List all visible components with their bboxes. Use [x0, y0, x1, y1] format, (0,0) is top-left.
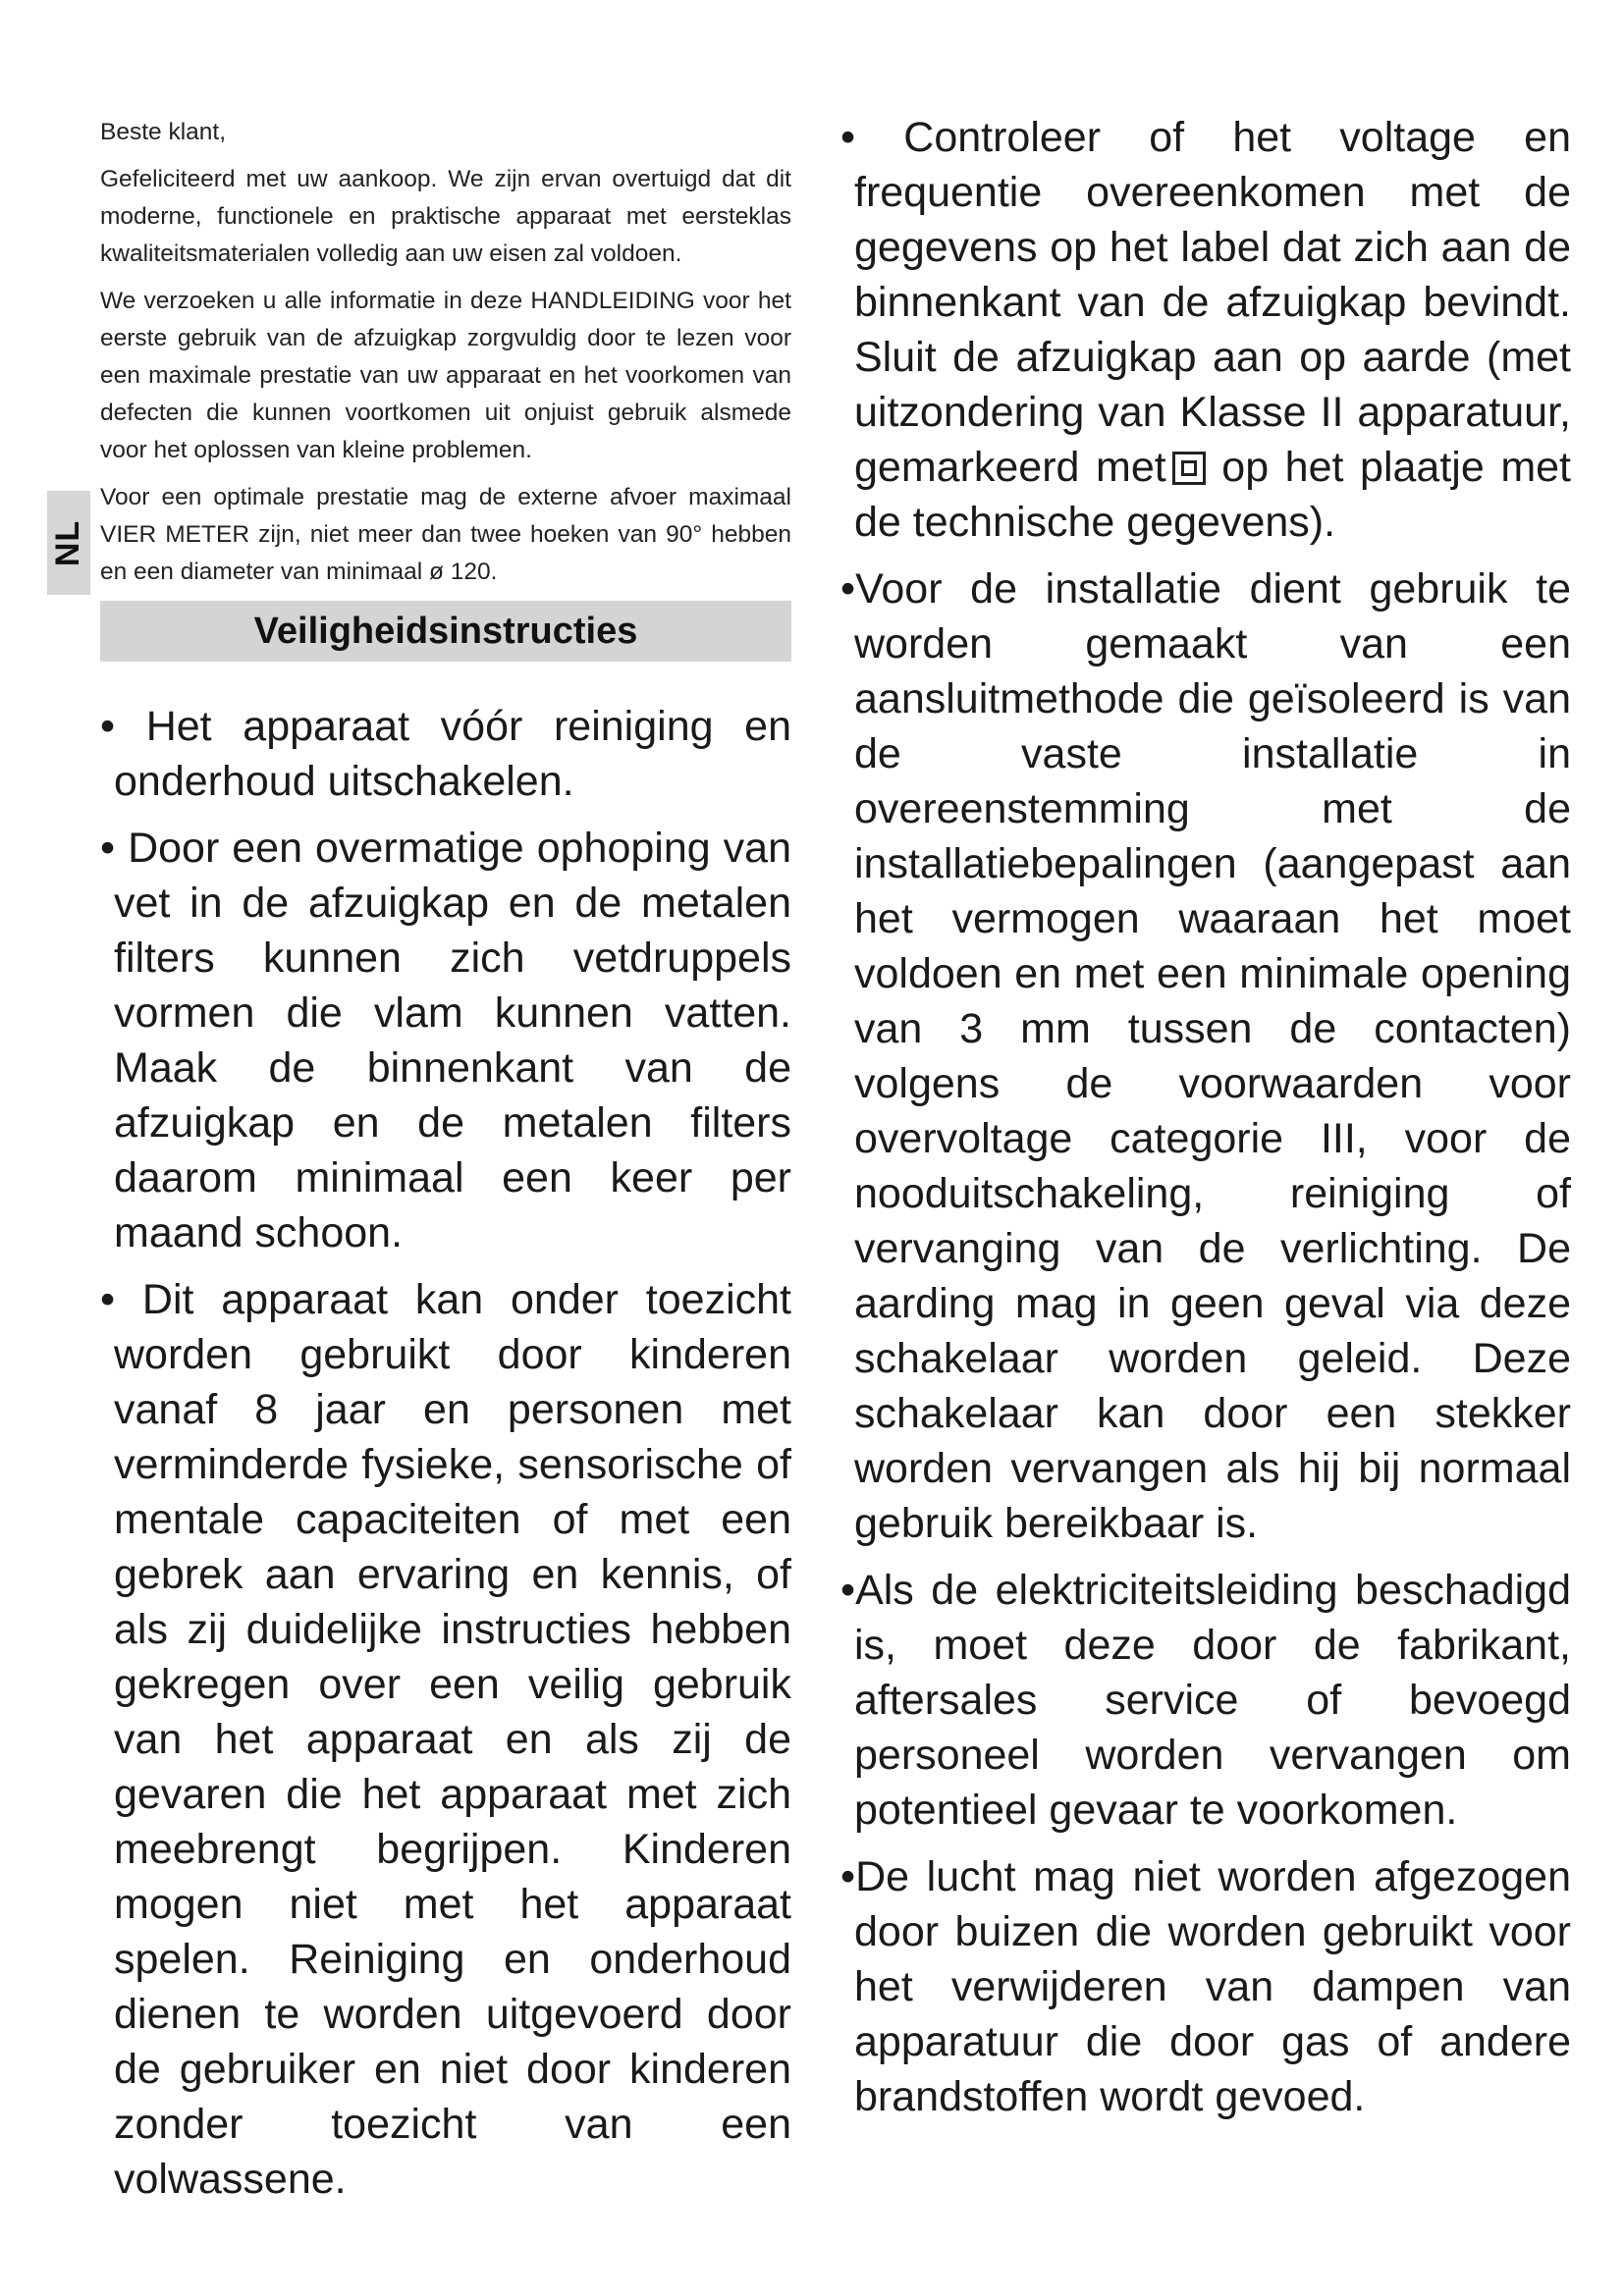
safety-item-text: Als de elektriciteitsleiding beschadigd is, moet deze door de fabrikant, aftersales service of bevoegd personeel worden vervangen om potentieel gevaar te voorkomen. — [854, 1567, 1571, 1834]
bullet-icon: • — [840, 114, 856, 161]
safety-item-text: De lucht mag niet worden afgezogen door buizen die worden gebruikt voor het verwijderen van dampen van apparatuur die door gas of andere brandstoffen wordt gevoed. — [854, 1853, 1571, 2120]
safety-item-text: Dit apparaat kan onder toezicht worden gebruikt door kinderen vanaf 8 jaar en personen met verminderde fysieke, sensorische of mentale capaciteiten of met een gebrek aan ervaring en kennis, of als zij duidelijke instructies hebben gekregen over een veilig gebruik van het apparaat en als zij de gevaren die het apparaat met zich meebrengt begrijpen. Kinderen mogen niet met het apparaat spelen. Reiniging en onderhoud dienen te worden uitgevoerd door de gebruiker en niet door kinderen zonder toezicht van een volwassene. — [114, 1276, 791, 2203]
safety-list-left — [100, 699, 791, 2207]
safety-item — [100, 1272, 791, 2207]
safety-item — [100, 699, 791, 809]
intro-paragraph: Gefeliciteerd met uw aankoop. We zijn ervan overtuigd dat dit moderne, functionele en praktische apparaat met eersteklas kwaliteitsmaterialen volledig aan uw eisen zal voldoen. — [100, 166, 791, 267]
right-column — [840, 110, 1571, 2136]
bullet-icon: • — [100, 825, 116, 872]
safety-item-text: Controleer of het voltage en frequentie overeenkomen met de gegevens op het label dat zich aan de binnenkant van de afzuigkap bevindt. Sluit de afzuigkap aan op aarde (met uitzondering van Klasse II apparatuur, gemarkeerd met — [854, 114, 1571, 491]
intro-paragraph: We verzoeken u alle informatie in deze HANDLEIDING voor het eerste gebruik van de afzuigkap zorgvuldig door te lezen voor een maximale prestatie van uw apparaat en het voorkomen van defecten die kunnen voortkomen uit onjuist gebruik alsmede voor het oplossen van kleine problemen. — [100, 288, 791, 463]
section-title: Veiligheidsinstructies — [100, 601, 791, 662]
safety-item-text: Voor de installatie dient gebruik te worden gemaakt van een aansluitmethode die geïsoleerd is van de vaste installatie in overeenstemming met de installatiebepalingen (aangepast aan het vermogen waaraan het moet voldoen en met een minimale opening van 3 mm tussen de contacten) volgens de voorwaarden voor overvoltage categorie III, voor de nooduitschakeling, reiniging of vervanging van de verlichting. De aarding mag in geen geval via deze schakelaar worden geleid. Deze schakelaar kan door een stekker worden vervangen als hij bij normaal gebruik bereikbaar is. — [854, 565, 1571, 1547]
safety-item-voltage — [840, 110, 1571, 550]
bullet-icon: • — [100, 703, 116, 750]
language-tab-label: NL — [49, 519, 87, 566]
bullet-icon: • — [840, 1567, 856, 1614]
safety-item-text: op het plaatje met de technische gegevens). — [854, 444, 1571, 546]
class-ii-double-square-icon — [1172, 452, 1206, 485]
safety-item-text: Het apparaat vóór reiniging en onderhoud uitschakelen. — [114, 703, 792, 805]
safety-item — [100, 821, 791, 1260]
safety-item-air — [840, 1849, 1571, 2124]
left-column — [100, 114, 791, 2218]
greeting: Beste klant, — [100, 119, 227, 145]
intro-section — [100, 114, 791, 591]
bullet-icon: • — [840, 1853, 856, 1900]
bullet-icon: • — [100, 1276, 116, 1323]
intro-paragraph: Voor een optimale prestatie mag de externe afvoer maximaal VIER METER zijn, niet meer dan twee hoeken van 90° hebben en een diameter van minimaal ø 120. — [100, 484, 791, 585]
safety-item-cable — [840, 1563, 1571, 1838]
language-tab — [47, 491, 90, 595]
safety-item-text: Door een overmatige ophoping van vet in de afzuigkap en de metalen filters kunnen zich vetdruppels vormen die vlam kunnen vatten. Maak de binnenkant van de afzuigkap en de metalen filters daarom minimaal een keer per maand schoon. — [114, 825, 791, 1256]
bullet-icon: • — [840, 565, 856, 613]
safety-item-installation — [840, 561, 1571, 1551]
